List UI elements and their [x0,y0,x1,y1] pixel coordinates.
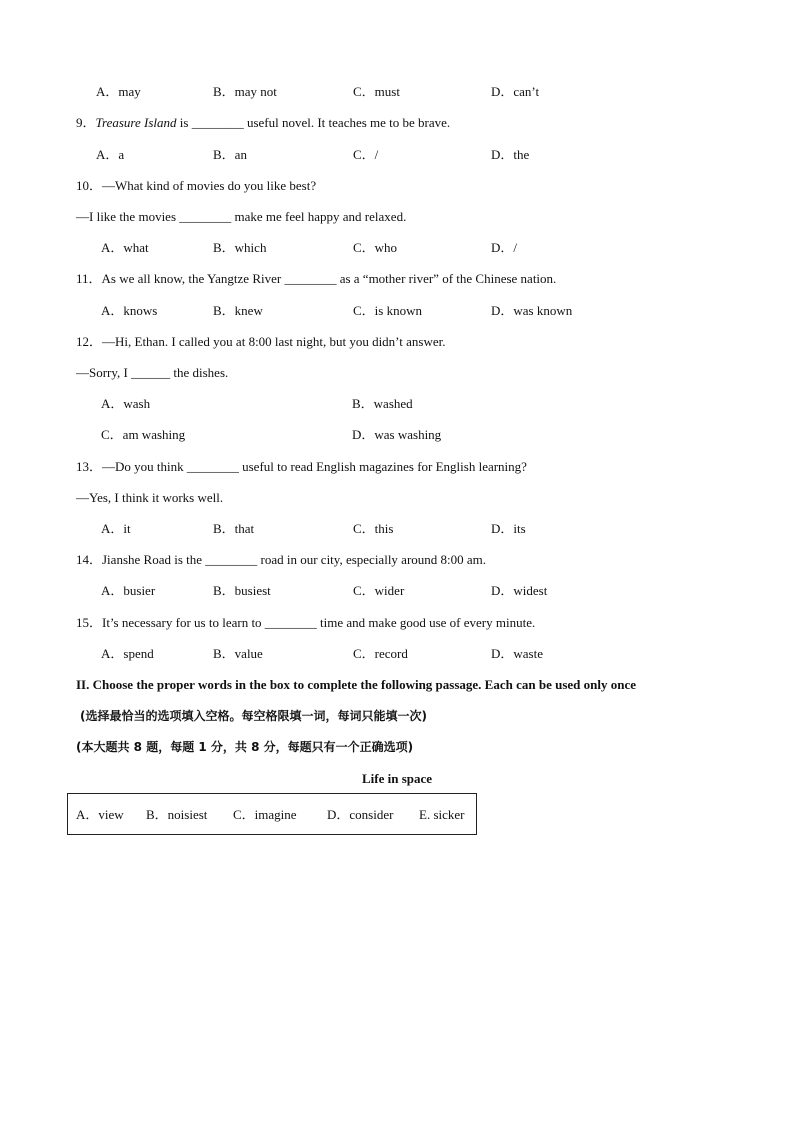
q9-text: is ________ useful novel. It teaches me to be brave. [176,115,451,130]
word-box-option-d: D．consider [327,807,394,822]
q15-option-b: B．value [213,646,263,661]
q11-option-a: A．knows [101,303,158,318]
q13-option-b: B．that [213,521,255,536]
section2-heading: II. Choose the proper words in the box to complete the following passage. Each can be used only once [76,677,636,692]
q9-option-d: D．the [491,147,530,162]
word-box-option-e: E. sicker [419,807,465,822]
q14-option-c: C．wider [353,583,405,598]
q8-option-c: C．must [353,84,400,99]
word-box-option-c: C．imagine [233,807,297,822]
q10-option-c: C．who [353,240,398,255]
q10-reply: —I like the movies ________ make me feel happy and relaxed. [76,209,407,224]
q9-book-title: Treasure Island [95,115,177,130]
q14-stem: 14．Jianshe Road is the ________ road in our city, especially around 8:00 am. [76,552,487,567]
q10-stem: 10．—What kind of movies do you like best? [76,178,317,193]
q11-stem: 11．As we all know, the Yangtze River ________ as a “mother river” of the Chinese nation. [76,271,557,286]
q12-option-b: B．washed [352,396,413,411]
q12-reply: —Sorry, I ______ the dishes. [76,365,229,380]
q9-option-b: B．an [213,147,247,162]
q11-option-b: B．knew [213,303,263,318]
q11-options [0,303,794,319]
q11-option-d: D．was known [491,303,573,318]
word-box-option-a: A．view [76,807,124,822]
q8-option-d: D．can’t [491,84,540,99]
section2-note-scoring: (本大题共 8 题，每题 1 分，共 8 分，每题只有一个正确选项) [76,740,414,754]
word-box [67,793,477,835]
q13-reply: —Yes, I think it works well. [76,490,224,505]
q12-stem: 12．—Hi, Ethan. I called you at 8:00 last night, but you didn’t answer. [76,334,446,349]
q15-option-d: D．waste [491,646,543,661]
q9-option-c: C．/ [353,147,379,162]
q12-option-c: C．am washing [101,427,186,442]
q14-options [0,583,794,599]
q9-stem [76,115,450,131]
q13-option-d: D．its [491,521,526,536]
q14-option-a: A．busier [101,583,156,598]
q12-option-a: A．wash [101,396,151,411]
q15-option-c: C．record [353,646,408,661]
q12-options-row1 [0,396,794,412]
q13-option-a: A．it [101,521,131,536]
q10-option-a: A．what [101,240,149,255]
q13-option-c: C．this [353,521,394,536]
section2-note-instructions: (选择最恰当的选项填入空格。每空格限填一词，每词只能填一次) [80,709,427,723]
q9-options [0,147,794,163]
q10-option-d: D．/ [491,240,518,255]
q13-stem: 13．—Do you think ________ useful to read English magazines for English learning? [76,459,527,474]
q8-option-b: B．may not [213,84,277,99]
q13-options [0,521,794,537]
q8-options [0,84,794,100]
q12-options-row2 [0,427,794,443]
q8-option-a: A．may [96,84,141,99]
q14-option-d: D．widest [491,583,548,598]
q9-option-a: A．a [96,147,125,162]
q10-option-b: B．which [213,240,267,255]
passage-title: Life in space [361,771,433,786]
q9-number: 9． [76,115,96,130]
q15-options [0,646,794,662]
q15-stem: 15．It’s necessary for us to learn to ________ time and make good use of every minute. [76,615,536,630]
q15-option-a: A．spend [101,646,154,661]
q12-option-d: D．was washing [352,427,442,442]
q14-option-b: B．busiest [213,583,271,598]
word-box-option-b: B．noisiest [146,807,208,822]
q11-option-c: C．is known [353,303,422,318]
q10-options [0,240,794,256]
